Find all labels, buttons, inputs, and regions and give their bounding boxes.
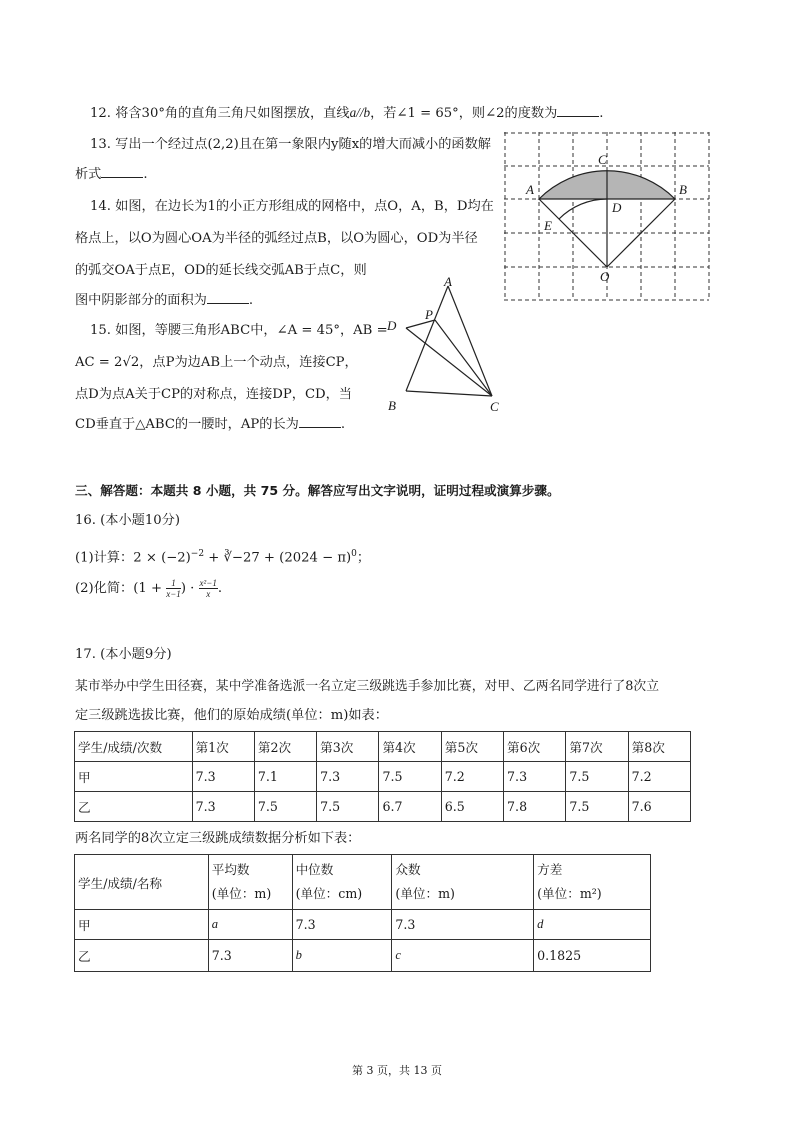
q16-heading: 16. (本小题10分) (75, 513, 180, 528)
table-cell: 甲 (75, 910, 209, 940)
segment-AC (448, 286, 492, 396)
q15-end: . (340, 417, 346, 432)
table-cell: 第7次 (566, 732, 628, 762)
table-cell: 6.7 (379, 792, 441, 822)
table-cell: 第3次 (317, 732, 379, 762)
q13-line1: 13. 写出一个经过点(2,2)且在第一象限内y随x的增大而减小的函数解 (90, 137, 491, 152)
table-cell: 7.3 (504, 762, 566, 792)
table-cell: 7.5 (566, 792, 628, 822)
q12-answer-blank[interactable] (557, 105, 599, 117)
table-cell (534, 855, 651, 910)
table-cell: 7.1 (254, 762, 316, 792)
table-cell: 乙 (75, 940, 209, 972)
q14-grid-figure (504, 132, 714, 302)
label-O: O (600, 269, 610, 284)
q15-line1: 15. 如图，等腰三角形ABC中，∠A = 45°，AB = (90, 323, 388, 338)
header-name: 众数 (395, 862, 421, 877)
table-cell: 7.3 (192, 792, 254, 822)
q14-answer-blank[interactable] (207, 292, 249, 304)
frac2-den: x (206, 589, 211, 599)
q12-end: . (599, 106, 604, 121)
q14-end: . (248, 293, 254, 308)
table-cell: 7.5 (566, 762, 628, 792)
q14-line1: 14. 如图，在边长为1的小正方形组成的网格中，点O，A，B，D均在 (90, 199, 494, 214)
q16-part1-exp: −2 (190, 549, 205, 559)
header-unit: (单位：m) (395, 886, 455, 901)
arc-DE (559, 199, 607, 219)
frac1-den: x−1 (166, 589, 181, 599)
label-E: E (544, 218, 552, 233)
q15-line3: 点D为点A关于CP的对称点，连接DP，CD，当 (75, 387, 352, 402)
label-C: C (490, 399, 499, 414)
table-cell: 7.3 (392, 910, 534, 940)
frac2-num: x²−1 (199, 578, 217, 588)
segment-BC (406, 391, 492, 396)
q16-part1-a: (1)计算：2 × (−2) (75, 550, 191, 566)
q12-text-1: 将含30°角的直角三角尺如图摆放，直线 (115, 106, 350, 121)
q14-text: 图中阴影部分的面积为 (75, 293, 207, 308)
table-cell: c (392, 940, 534, 972)
table-cell: a (208, 910, 292, 940)
section-3-heading: 三、解答题：本题共 8 小题，共 75 分。解答应写出文字说明，证明过程或演算步骤。 (75, 483, 560, 498)
table-cell (292, 855, 392, 910)
q14-line2: 格点上，以O为圆心OA为半径的弧经过点B，以O为圆心，OD为半径 (75, 231, 478, 246)
label-A: A (526, 182, 534, 197)
label-A: A (444, 274, 452, 289)
table-row (75, 940, 651, 972)
header-unit: (单位：m²) (537, 886, 602, 901)
q16-part2-a: (2)化简：(1 + (75, 581, 163, 596)
label-C: C (598, 152, 607, 167)
table-cell: 第5次 (441, 732, 503, 762)
q16-part2-b: ) · (180, 581, 195, 596)
table-cell: 7.5 (379, 762, 441, 792)
frac1-num: 1 (166, 578, 181, 589)
q12-line (90, 104, 603, 123)
label-B: B (679, 182, 687, 197)
q15-triangle-figure (384, 276, 504, 416)
header-name: 方差 (537, 862, 563, 877)
label-B: B (388, 398, 396, 413)
q13-text: 析式 (75, 167, 102, 182)
table-cell (208, 855, 292, 910)
q14-line3: 的弧交OA于点E，OD的延长线交弧AB于点C，则 (75, 263, 367, 278)
q17-line2: 定三级跳选拔比赛，他们的原始成绩(单位：m)如表： (75, 708, 388, 723)
table-cell: 第2次 (254, 732, 316, 762)
analysis-table (74, 854, 651, 972)
header-unit: (单位：m) (211, 886, 272, 901)
table-cell: 第4次 (379, 732, 441, 762)
table-cell: 7.3 (192, 762, 254, 792)
q13-answer-blank[interactable] (101, 166, 143, 178)
table-cell: 第8次 (628, 732, 690, 762)
q15-line2: AC = 2√2，点P为边AB上一个动点，连接CP， (75, 355, 358, 370)
table-cell: b (292, 940, 392, 972)
table-cell: 7.3 (292, 910, 392, 940)
scores-table (74, 731, 691, 822)
q16-part1-c: ； (356, 550, 371, 566)
q17-heading: 17. (本小题9分) (75, 647, 172, 662)
q12-text-2: ，若∠1 = 65°，则∠2的度数为 (370, 106, 558, 121)
page-footer: 第 3 页，共 13 页 (352, 1064, 442, 1077)
q12-number: 12. (90, 106, 111, 121)
table-cell: 6.5 (441, 792, 503, 822)
table-header-row (75, 855, 651, 910)
table-cell: 0.1825 (534, 940, 651, 972)
header-name: 平均数 (211, 862, 250, 877)
q15-line4 (75, 416, 345, 434)
table-cell: 7.2 (441, 762, 503, 792)
header-unit: (单位：cm) (295, 886, 363, 901)
table-cell: 学生/成绩/名称 (75, 855, 209, 910)
q13-line2 (75, 166, 148, 184)
table-row (75, 792, 691, 822)
header-name: 中位数 (295, 862, 334, 877)
table-cell: 7.3 (317, 762, 379, 792)
table-row (75, 910, 651, 940)
table-cell (392, 855, 534, 910)
label-P: P (425, 307, 433, 322)
q15-text: CD垂直于△ABC的一腰时，AP的长为 (75, 417, 299, 432)
q16-part2 (75, 578, 222, 599)
table-cell: 7.2 (628, 762, 690, 792)
table-cell: 学生/成绩/次数 (75, 732, 193, 762)
table-cell: 甲 (75, 762, 193, 792)
segment-AB (406, 286, 448, 391)
table-cell: 7.5 (254, 792, 316, 822)
q16-part1-b: + ∛−27 + (2024 − π) (204, 550, 352, 566)
q16-part1-exp2: 0 (351, 549, 357, 559)
q16-part2-end: . (217, 581, 223, 596)
q17-between-text: 两名同学的8次立定三级跳成绩数据分析如下表： (75, 831, 361, 846)
table-cell: d (534, 910, 651, 940)
table-cell: 7.3 (208, 940, 292, 972)
table-cell: 7.6 (628, 792, 690, 822)
q14-line4 (75, 292, 253, 310)
table-row (75, 762, 691, 792)
table-header-row (75, 732, 691, 762)
q16-part1 (75, 545, 370, 567)
table-cell: 7.8 (504, 792, 566, 822)
table-cell: 第1次 (192, 732, 254, 762)
table-cell: 7.5 (317, 792, 379, 822)
table-cell: 乙 (75, 792, 193, 822)
table-cell: 第6次 (504, 732, 566, 762)
q16-fraction-1 (166, 578, 181, 599)
q13-end: . (143, 167, 148, 182)
q16-fraction-2 (199, 578, 218, 599)
q12-parallel: a//b (349, 105, 371, 120)
q17-line1: 某市举办中学生田径赛，某中学准备选派一名立定三级跳选手参加比赛，对甲、乙两名同学进行了8次立 (75, 679, 660, 694)
q15-answer-blank[interactable] (299, 416, 341, 428)
label-D: D (387, 318, 397, 333)
label-D: D (612, 200, 622, 215)
